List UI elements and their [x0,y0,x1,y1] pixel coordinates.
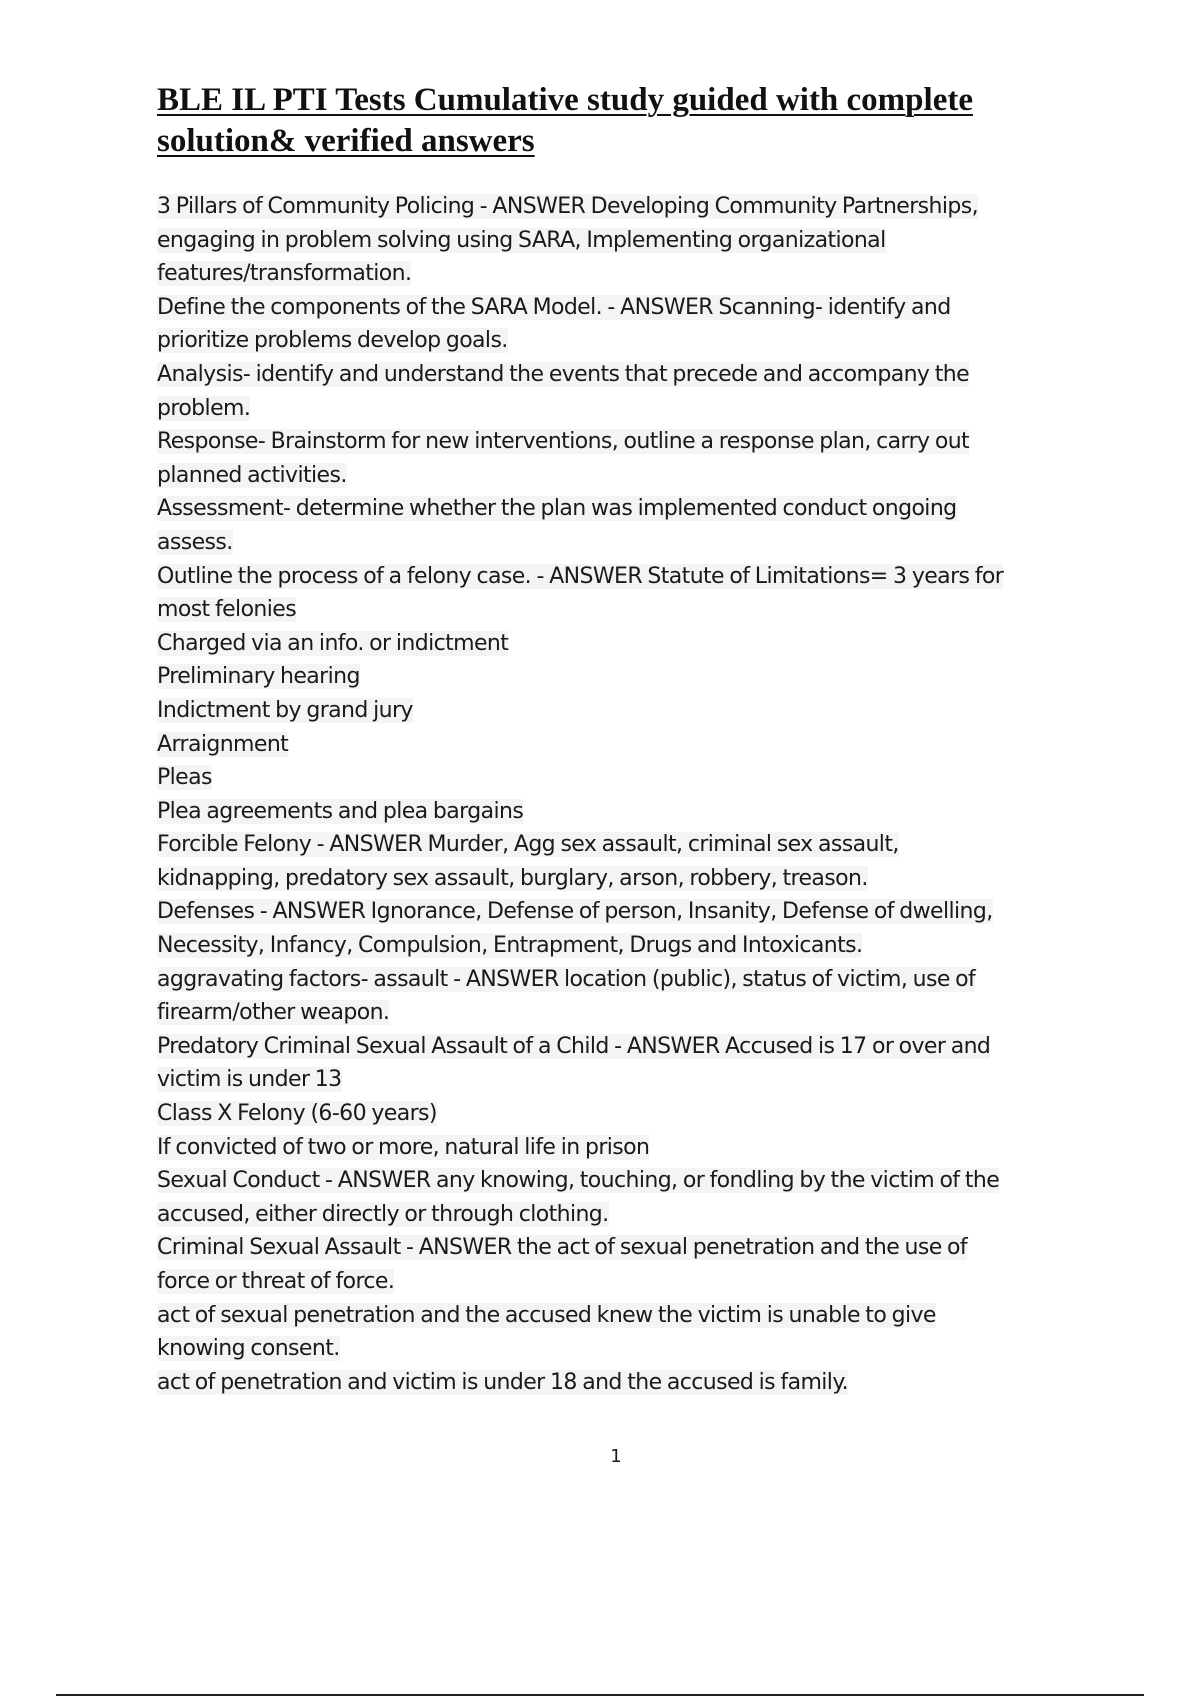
text-line: planned activities. [157,462,347,488]
text-line: Forcible Felony - ANSWER Murder, Agg sex assault, criminal sex assault, [157,832,899,858]
text-line: Assessment- determine whether the plan was implemented conduct ongoing [157,496,957,522]
text-line: problem. [157,395,251,421]
text-line: prioritize problems develop goals. [157,328,508,354]
text-line: Predatory Criminal Sexual Assault of a Child - ANSWER Accused is 17 or over and [157,1033,991,1059]
text-line: Plea agreements and plea bargains [157,798,524,824]
text-line: Necessity, Infancy, Compulsion, Entrapment, Drugs and Intoxicants. [157,933,863,959]
text-line: If convicted of two or more, natural life in prison [157,1134,650,1160]
text-line: Define the components of the SARA Model. - ANSWER Scanning- identify and [157,294,951,320]
text-line: most felonies [157,597,297,623]
text-line: Defenses - ANSWER Ignorance, Defense of person, Insanity, Defense of dwelling, [157,899,993,925]
text-line: knowing consent. [157,1336,340,1362]
footer-divider [56,1694,1144,1696]
text-line: Response- Brainstorm for new interventions, outline a response plan, carry out [157,429,970,455]
text-line: Arraignment [157,731,289,757]
text-line: force or threat of force. [157,1269,395,1294]
text-line: 3 Pillars of Community Policing - ANSWER Developing Community Partnerships, [157,194,979,219]
document-title [157,80,1057,162]
text-line: features/transformation. [157,261,412,287]
text-line: act of penetration and victim is under 18 and the accused is family. [157,1369,848,1395]
text-line: Sexual Conduct - ANSWER any knowing, touching, or fondling by the victim of the [157,1168,1000,1194]
text-line: Class X Felony (6-60 years) [157,1101,437,1127]
text-line: accused, either directly or through clothing. [157,1201,609,1227]
text-line: assess. [157,529,233,555]
title-line-2: solution& verified answers [157,123,535,159]
text-line: Analysis- identify and understand the events that precede and accompany the [157,361,970,387]
document-body [157,190,1087,1399]
text-line: Pleas [157,765,212,791]
text-line: Criminal Sexual Assault - ANSWER the act of sexual penetration and the use of [157,1235,968,1261]
text-line: Charged via an info. or indictment [157,630,509,656]
text-line: kidnapping, predatory sex assault, burglary, arson, robbery, treason. [157,865,868,891]
text-line: Indictment by grand jury [157,697,413,723]
text-line: firearm/other weapon. [157,1000,390,1026]
page-number: 1 [610,1446,622,1467]
text-line: aggravating factors- assault - ANSWER location (public), status of victim, use of [157,966,976,992]
text-line: act of sexual penetration and the accused knew the victim is unable to give [157,1302,936,1328]
text-line: Outline the process of a felony case. - ANSWER Statute of Limitations= 3 years for [157,563,1004,589]
text-line: Preliminary hearing [157,664,360,690]
text-line: victim is under 13 [157,1067,342,1093]
title-line-1: BLE IL PTI Tests Cumulative study guided with complete [157,82,973,118]
text-line: engaging in problem solving using SARA, Implementing organizational [157,227,886,253]
